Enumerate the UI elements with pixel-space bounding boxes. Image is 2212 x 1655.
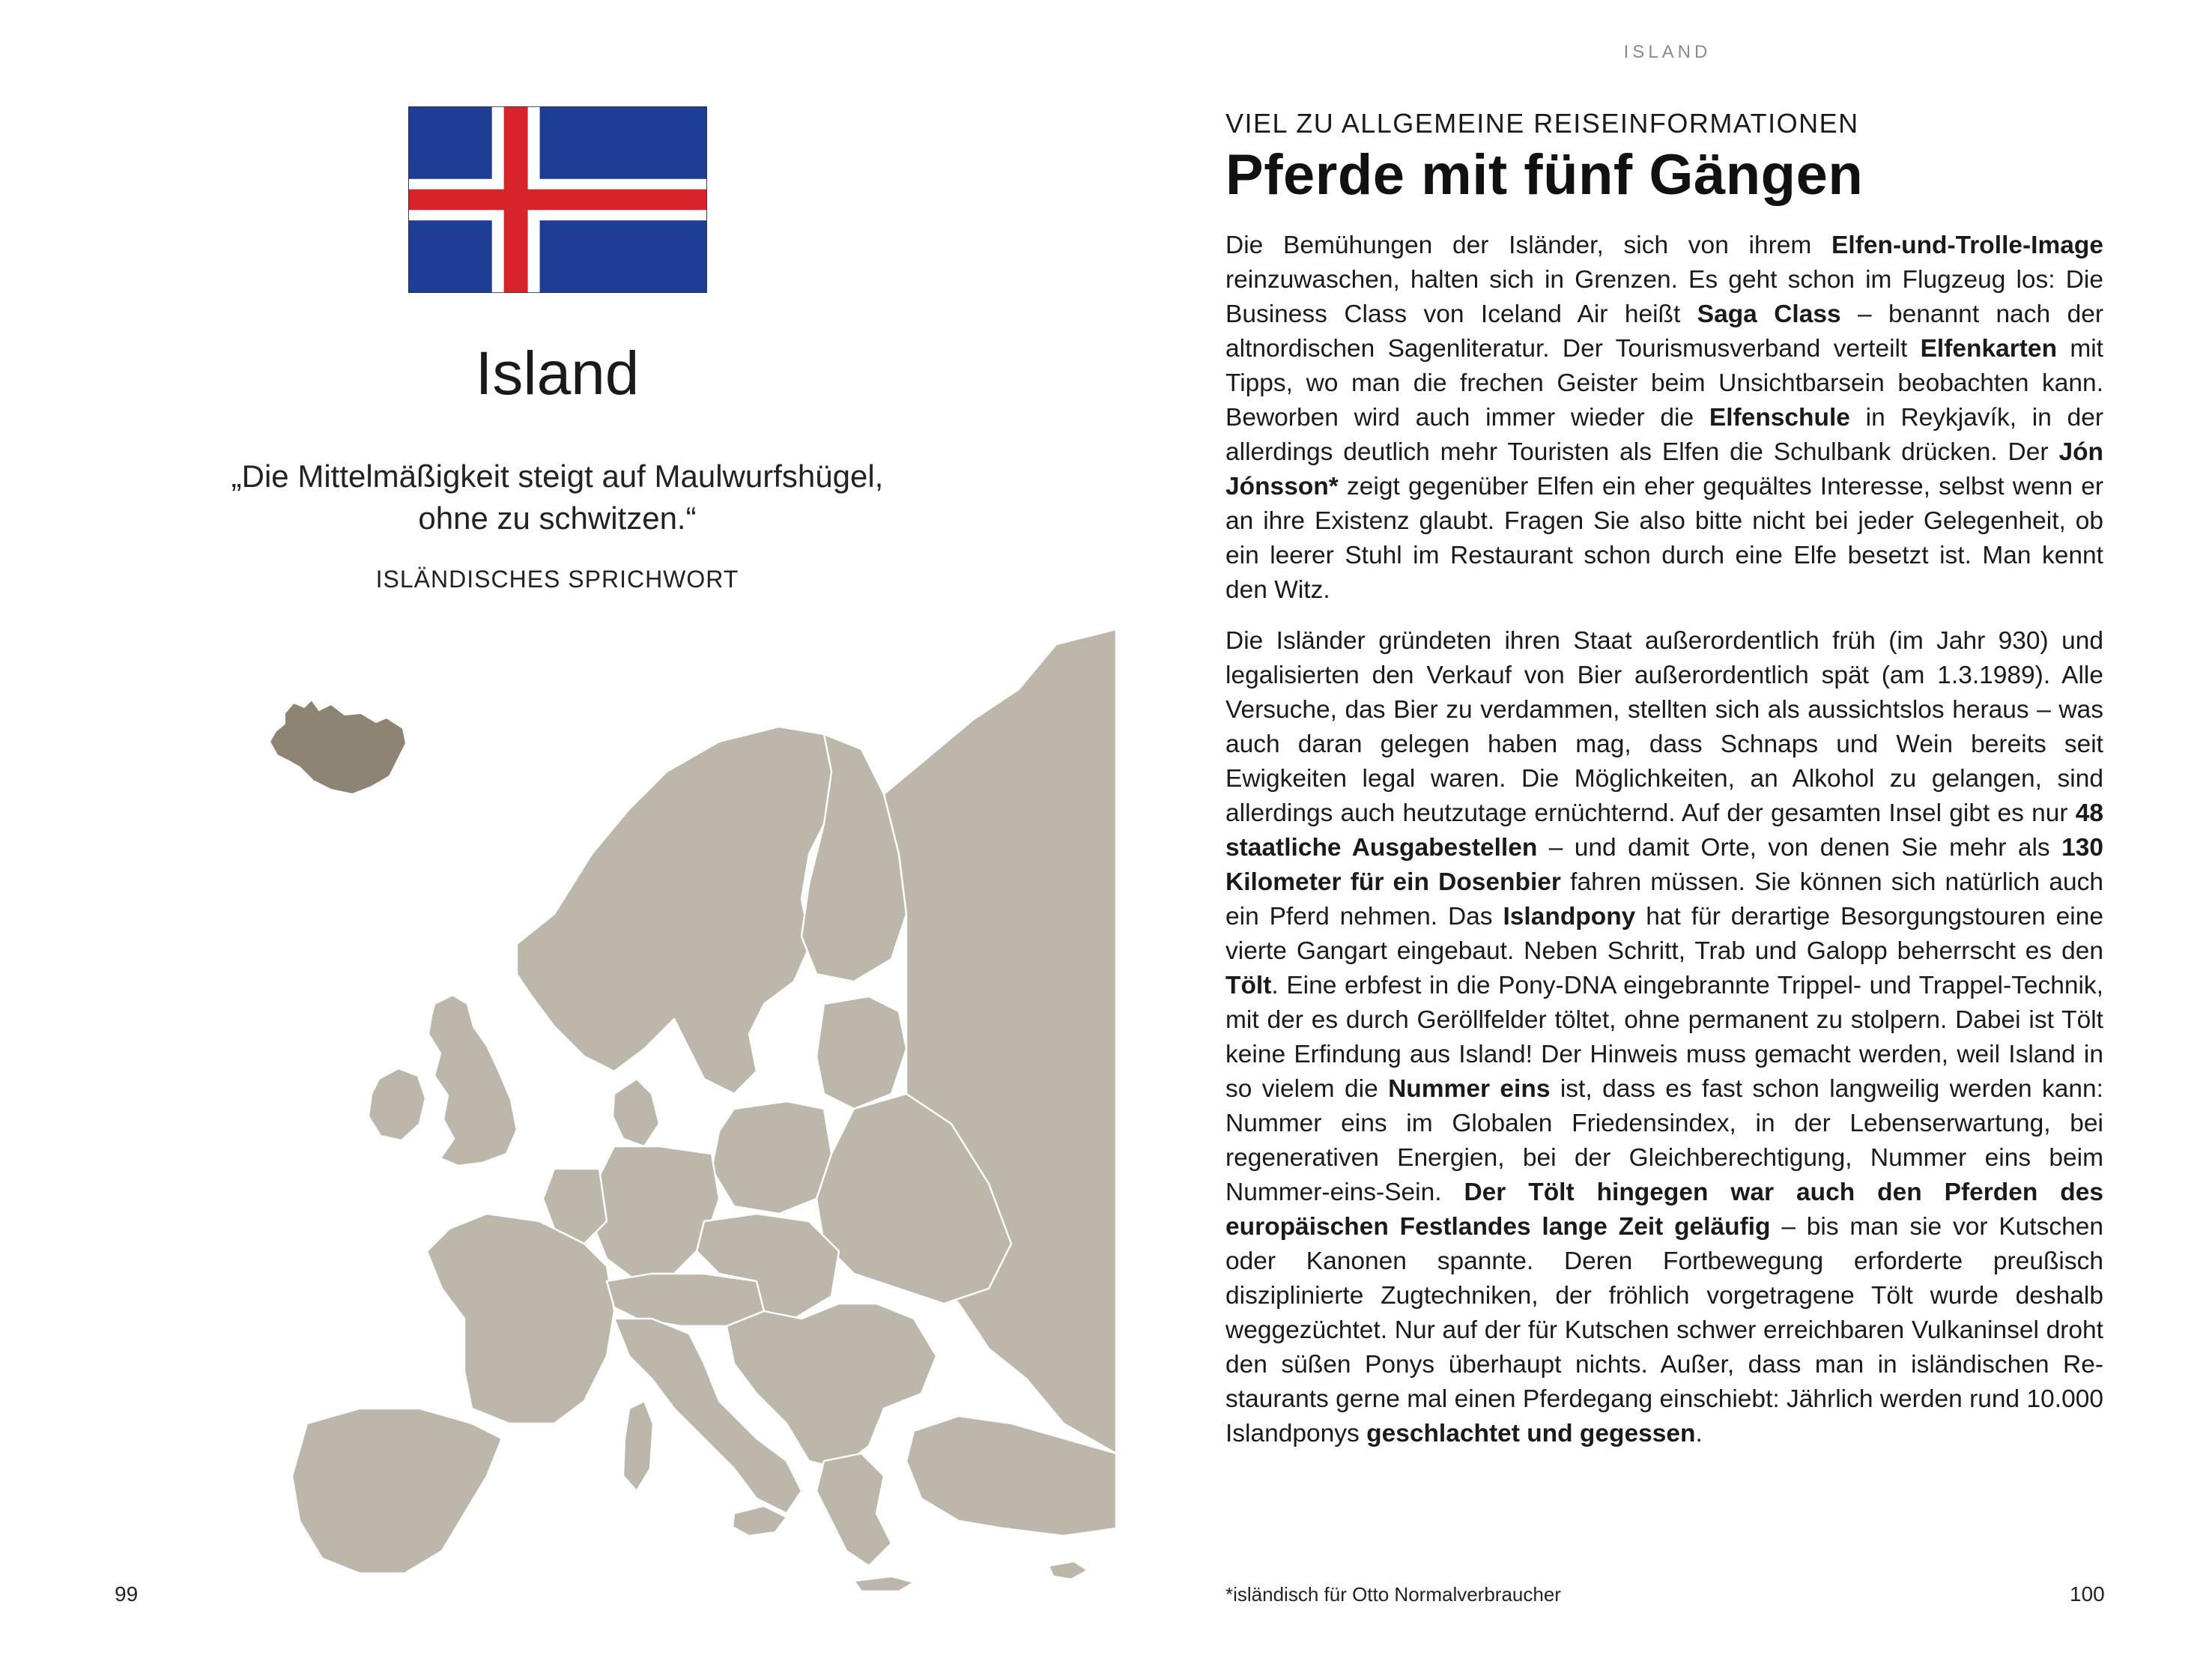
map-iceland xyxy=(270,700,406,794)
emphasis-text: Elfenschule xyxy=(1709,404,1850,432)
map-great-britain xyxy=(428,995,517,1166)
body-text-run: ist, dass es fast schon langweilig werden kann: Nummer eins im Globalen Friedensindex, in der Lebenserwartung, bei regenerativen Energien, bei der Gleichberechtigung, Nummer eins beim Nummer-eins-Sein. xyxy=(1225,1075,2103,1206)
map-iberia xyxy=(292,1409,502,1573)
quote-line: ohne zu schwitzen.“ xyxy=(418,500,697,536)
emphasis-text: Tölt xyxy=(1225,972,1272,999)
map-denmark xyxy=(613,1079,659,1146)
body-text-run: – benannt nach der altnordischen Sagenliteratur. Der Tourismusverband verteilt xyxy=(1225,300,2103,363)
map-ireland xyxy=(369,1068,425,1140)
article-body xyxy=(1225,229,2103,1468)
body-text-run: zeigt gegenüber Elfen ein eher gequältes Interesse, selbst wenn er an ihre Existenz glaubt. Fragen Sie also bitte nicht bei jeder Gelegenheit, ob ein leerer Stuhl im Restaurant schon durch eine Elfe besetzt ist. Man kennt den Witz. xyxy=(1225,473,2103,604)
page-number: 99 xyxy=(115,1582,139,1606)
body-text-run: Die Isländer gründeten ihren Staat außerordentlich früh (im Jahr 930) und legalisierten den Verkauf von Bier außerordentlich spät (am 1.3.1989). Alle Versuche, das Bier zu verdammen, stellten sich als aussichtslos heraus – was auch daran gelegen haben mag, dass Schnaps und Wein bereits seit Ewigkeiten legal waren. Die Möglichkeiten, an Alkohol zu gelangen, sind allerdings auch heutzutage ernüchternd. Auf der gesamten Insel gibt es nur xyxy=(1225,627,2103,827)
article-paragraph xyxy=(1225,624,2103,1451)
body-text-run: . xyxy=(1695,1420,1703,1447)
iceland-flag-icon xyxy=(408,106,707,293)
page-number: 100 xyxy=(2070,1582,2105,1606)
article-paragraph xyxy=(1225,229,2103,608)
body-text-run: fahren müssen. Sie können sich natürlich auch ein Pferd nehmen. Das xyxy=(1225,868,2103,931)
emphasis-text: Elfen-und-Trolle-Image xyxy=(1831,232,2103,259)
emphasis-text: Der Tölt hingegen war auch den Pferden des europäischen Festlandes lange Zeit geläufig xyxy=(1225,1179,2103,1241)
right-page xyxy=(1106,0,2212,1655)
map-cyprus xyxy=(1049,1561,1088,1579)
map-poland xyxy=(712,1101,831,1214)
body-text-run: hat für derartige Besorgungstouren eine vierte Gangart eingebaut. Neben Schritt, Trab und Galopp beherrscht es den xyxy=(1225,903,2104,965)
body-text-run: – und damit Orte, von denen Sie mehr als xyxy=(1537,834,2062,862)
body-text-run: Die Bemühungen der Isländer, sich von ihrem xyxy=(1225,232,1832,259)
quote-line: „Die Mittelmäßigkeit steigt auf Maulwurfshügel, xyxy=(231,459,884,494)
map-germany xyxy=(592,1146,719,1281)
map-sicily xyxy=(733,1506,787,1536)
map-corsica-sardinia xyxy=(623,1401,653,1491)
quote-source: ISLÄNDISCHES SPRICHWORT xyxy=(375,566,739,593)
section-kicker: VIEL ZU ALLGEMEINE REISEINFORMATIONEN xyxy=(1225,108,1859,139)
emphasis-text: Jón Jónsson* xyxy=(1225,438,2103,500)
running-head: ISLAND xyxy=(1623,42,1712,62)
proverb-quote xyxy=(146,456,969,539)
body-text-run: . Eine erbfest in die Pony-DNA eingebrannte Trippel- und Trappel-Technik, mit der es durch Geröllfelder töltet, ohne permanent zu stolpern. Dabei ist Tölt keine Erfindung aus Island! Der Hinweis muss gemacht werden, weil Island in so vielem die xyxy=(1225,972,2103,1103)
map-greece xyxy=(816,1453,891,1566)
emphasis-text: 130 Kilometer für ein Dosenbier xyxy=(1225,834,2103,896)
europe-map xyxy=(165,629,1116,1618)
emphasis-text: Saga Class xyxy=(1697,300,1841,328)
emphasis-text: Nummer eins xyxy=(1388,1075,1551,1103)
map-crete xyxy=(854,1576,914,1591)
body-text-run: mit Tipps, wo man die frechen Geister beim Unsichtbarsein beobachten kann. Beworben wird auch immer wieder die xyxy=(1225,335,2103,432)
emphasis-text: Elfenkarten xyxy=(1920,335,2058,363)
map-scandinavia xyxy=(517,727,839,1094)
flag-cross-horizontal xyxy=(408,190,707,211)
emphasis-text: geschlachtet und gegessen xyxy=(1366,1420,1696,1447)
emphasis-text: Islandpony xyxy=(1503,903,1636,931)
map-france xyxy=(427,1214,614,1423)
body-text-run: reinzuwaschen, halten sich in Grenzen. Es geht schon im Flugzeug los: Die Business Class von Iceland Air heißt xyxy=(1225,266,2103,328)
article-headline: Pferde mit fünf Gängen xyxy=(1225,143,1864,207)
footnote: *isländisch für Otto Normalverbraucher xyxy=(1225,1583,1561,1606)
body-text-run: in Reykjavík, in der allerdings deutlich mehr Touristen als Elfen die Schulbank drücken. Der xyxy=(1225,404,2103,466)
country-title: Island xyxy=(475,339,640,408)
body-text-run: – bis man sie vor Kutschen oder Kanonen spannte. Deren Fortbewegung erforderte preußisch disziplinierte Zugtechniken, der fröhlich vorgetragene Tölt wurde deshalb weggezüchtet. Nur auf der für Kutschen schwer erreichbaren Vulkaninsel droht den süßen Ponys überhaupt nichts. Außer, dass man in isländischen Restaurants gerne mal einen Pferdegang einschiebt: Jährlich werden rund 10.000 Islandponys xyxy=(1225,1213,2103,1447)
emphasis-text: 48 staatliche Ausgabestellen xyxy=(1225,799,2103,862)
map-baltics xyxy=(816,996,906,1109)
